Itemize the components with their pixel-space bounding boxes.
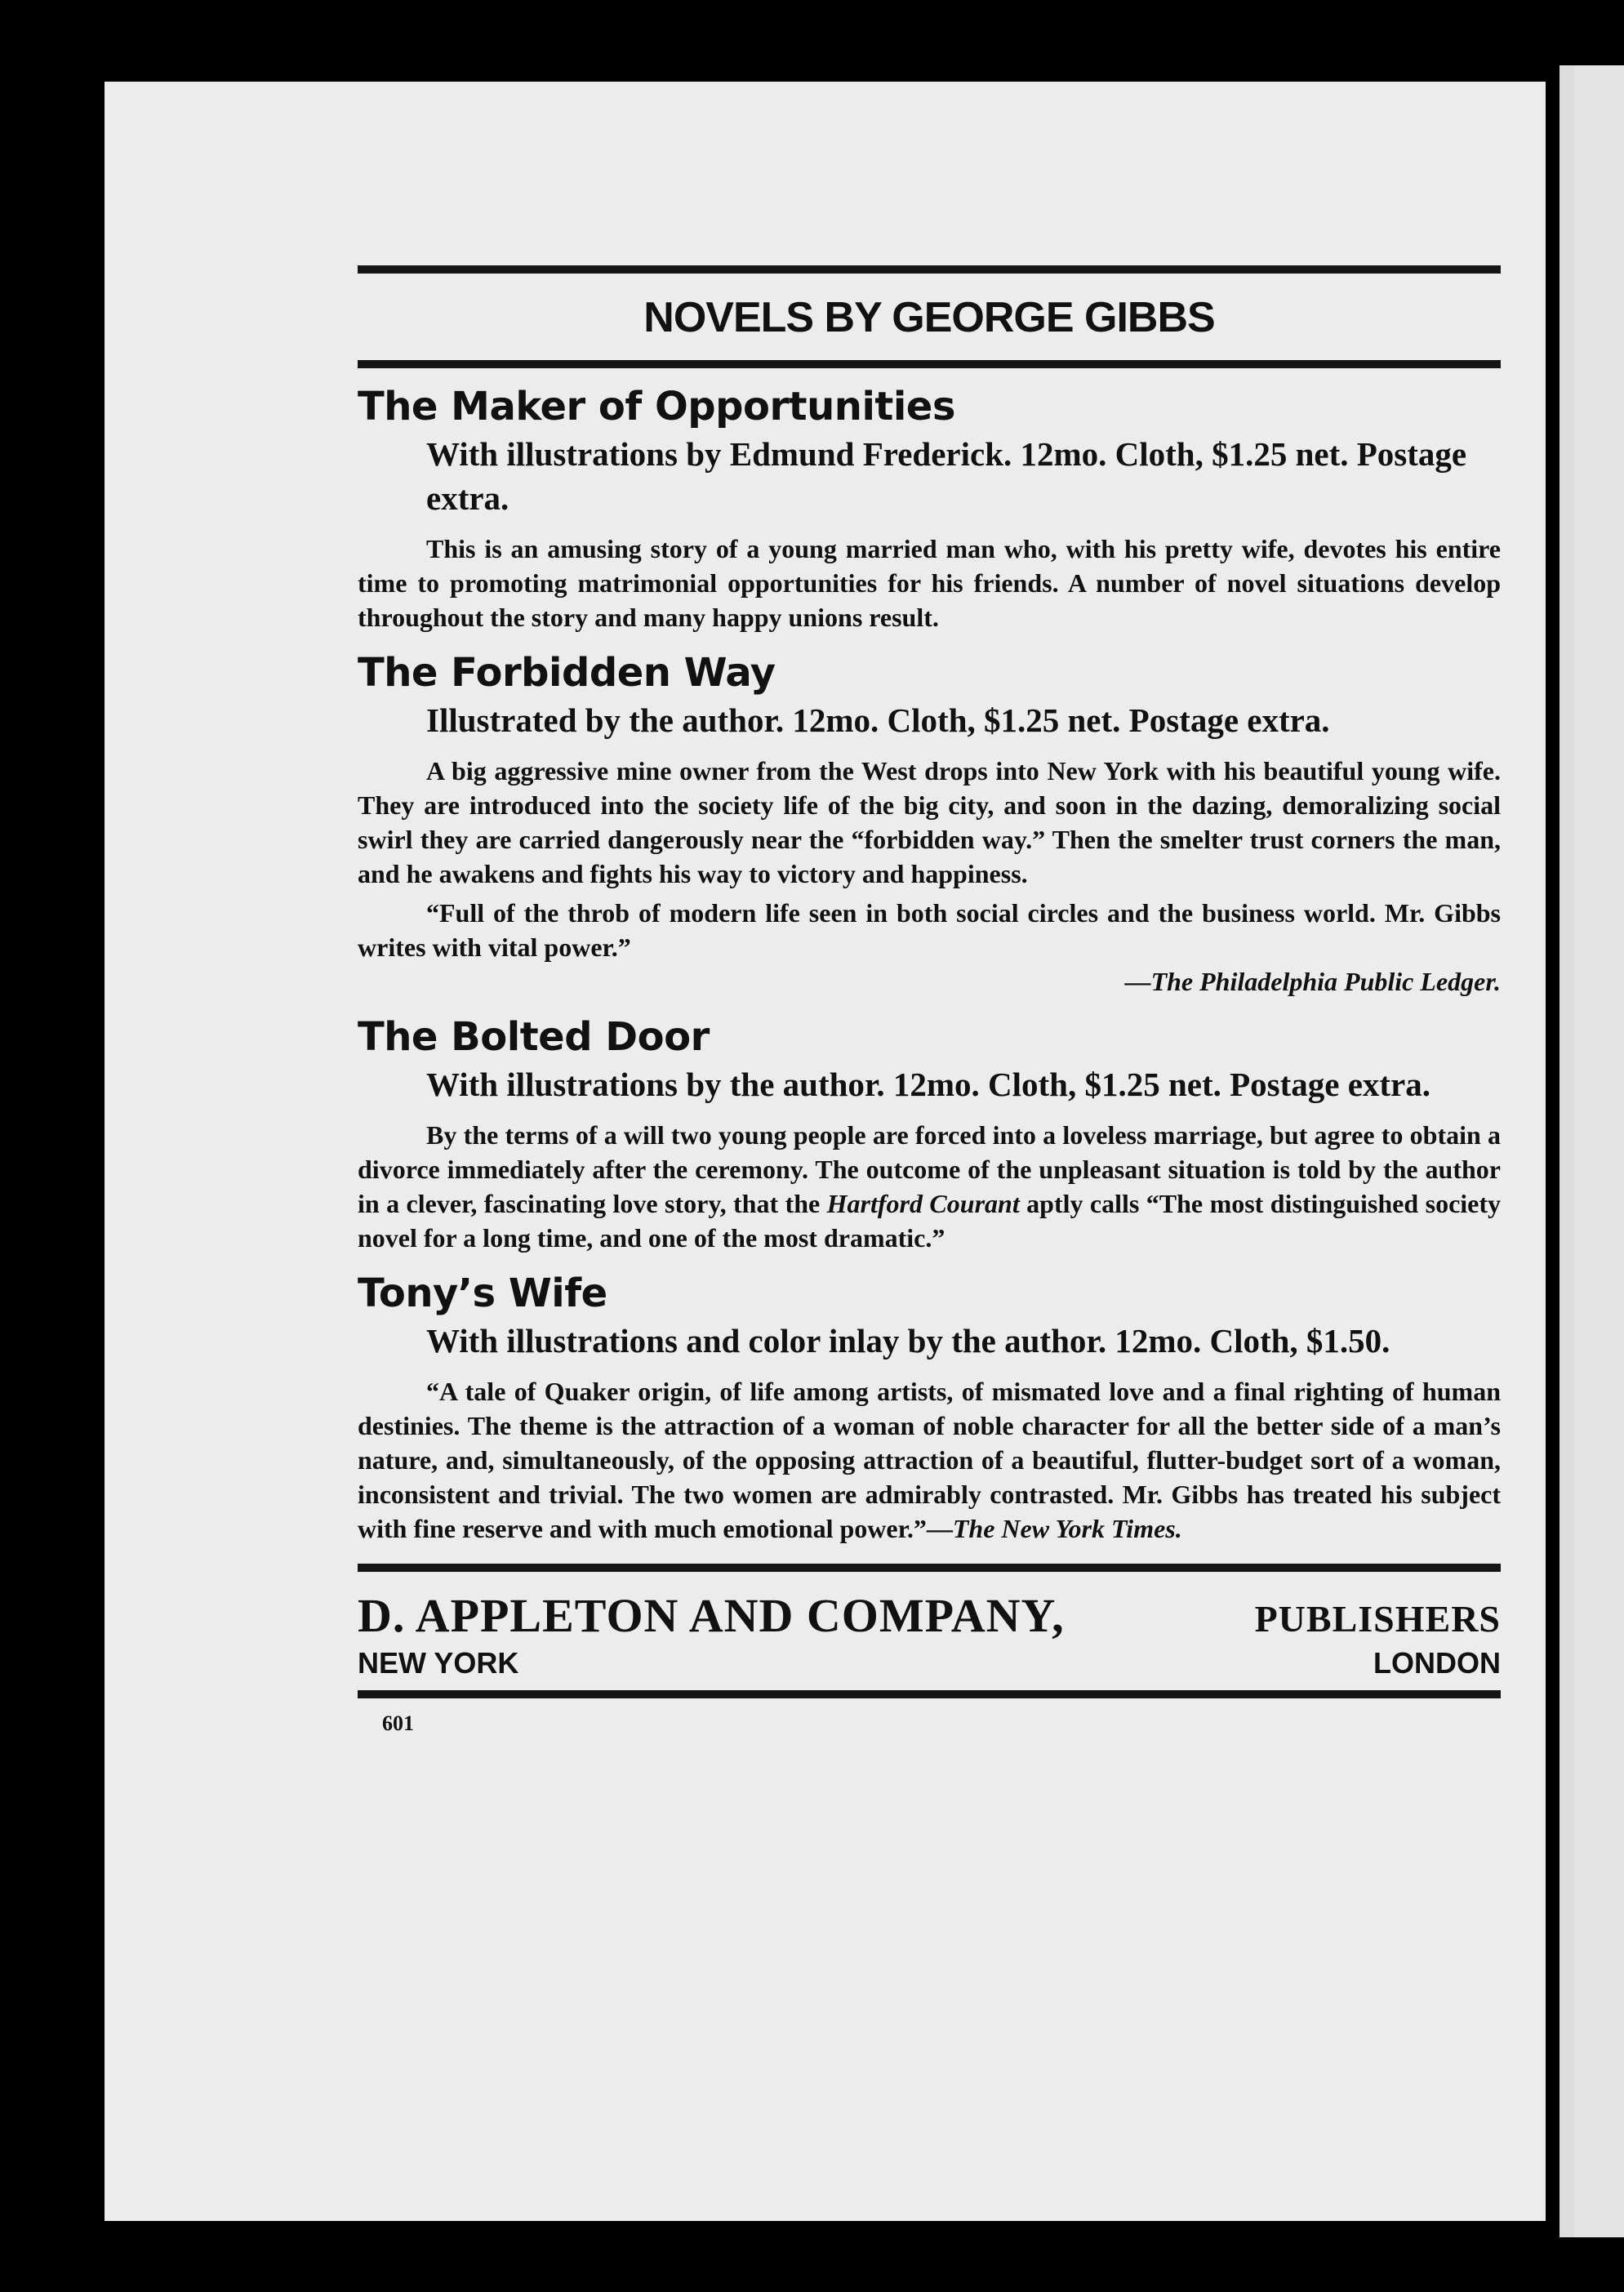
book-entry-1 bbox=[358, 383, 1501, 634]
book-meta: With illustrations and color inlay by the author. 12mo. Cloth, $1.50. bbox=[426, 1322, 1390, 1360]
book-description: “A tale of Quaker origin, of life among artists, of mismated love and a final righting of human destinies. The theme is the attraction of a woman of noble character for all the better side of a man’s nature, and, simultaneously, of the opposing attraction of a beautiful, flutter-budget sort of a woman, inconsistent and trivial. The two women are admirably contrasted. Mr. Gibbs has treated his subject with fine reserve and with much emotional power.”—The New York Times. bbox=[358, 1377, 1501, 1543]
book-review: “Full of the throb of modern life seen in both social circles and the business world. Mr. Gibbs writes with vital power.” bbox=[358, 898, 1501, 962]
book-entry-3 bbox=[358, 1013, 1501, 1255]
adjacent-page-edge bbox=[1559, 65, 1624, 2237]
header-rule bbox=[358, 360, 1501, 368]
book-meta: Illustrated by the author. 12mo. Cloth, $1.25 net. Postage extra. bbox=[426, 701, 1330, 739]
publisher-footer bbox=[358, 1564, 1501, 1736]
top-rule bbox=[358, 265, 1501, 274]
page-number: 601 bbox=[382, 1711, 414, 1735]
book-entry-2 bbox=[358, 649, 1501, 999]
book-description: By the terms of a will two young people are forced into a loveless marriage, but agree to obtain a divorce immediately after the ceremony. The outcome of the unpleasant situation is told by the author in a clever, fascinating love story, that the Hartford Courant aptly calls “The most distinguished society novel for a long time, and one of the most dramatic.” bbox=[358, 1120, 1502, 1253]
advertisement-content bbox=[358, 265, 1501, 1736]
footer-top-rule bbox=[358, 1564, 1501, 1572]
book-title: The Forbidden Way bbox=[358, 650, 776, 696]
city-new-york: NEW YORK bbox=[358, 1646, 519, 1680]
publisher-label: PUBLISHERS bbox=[1254, 1598, 1501, 1640]
footer-bottom-rule bbox=[358, 1690, 1501, 1698]
book-entry-4 bbox=[358, 1270, 1501, 1546]
city-london: LONDON bbox=[1373, 1646, 1501, 1680]
book-title: The Maker of Opportunities bbox=[358, 384, 955, 429]
publisher-line bbox=[358, 1588, 1501, 1643]
newspaper-name: Hartford Courant bbox=[826, 1189, 1020, 1218]
book-description: A big aggressive mine owner from the West drops into New York with his beautiful young wife. They are introduced into the society life of the big city, and soon in the dazing, demoralizing social swirl they are carried dangerously near the “forbidden way.” Then the smelter trust corners the man, and he awakens and fights his way to victory and happiness. bbox=[358, 756, 1501, 888]
book-meta: With illustrations by Edmund Frederick. 12mo. Cloth, $1.25 net. Postage extra. bbox=[426, 435, 1467, 517]
publisher-name: D. APPLETON AND COMPANY, bbox=[358, 1589, 1065, 1642]
page-title: NOVELS BY GEORGE GIBBS bbox=[643, 294, 1215, 341]
newspaper-name: The New York Times. bbox=[952, 1514, 1182, 1543]
book-title: The Bolted Door bbox=[358, 1014, 710, 1060]
book-description: This is an amusing story of a young married man who, with his pretty wife, devotes his entire time to promoting matrimonial opportunities for his friends. A number of novel situations develop throughout the story and many happy unions result. bbox=[358, 534, 1501, 632]
book-title: Tony’s Wife bbox=[358, 1271, 607, 1316]
book-meta: With illustrations by the author. 12mo. Cloth, $1.25 net. Postage extra. bbox=[426, 1066, 1430, 1103]
publisher-cities bbox=[358, 1646, 1501, 1680]
page bbox=[105, 82, 1546, 2221]
review-attribution: —The Philadelphia Public Ledger. bbox=[1124, 967, 1501, 996]
